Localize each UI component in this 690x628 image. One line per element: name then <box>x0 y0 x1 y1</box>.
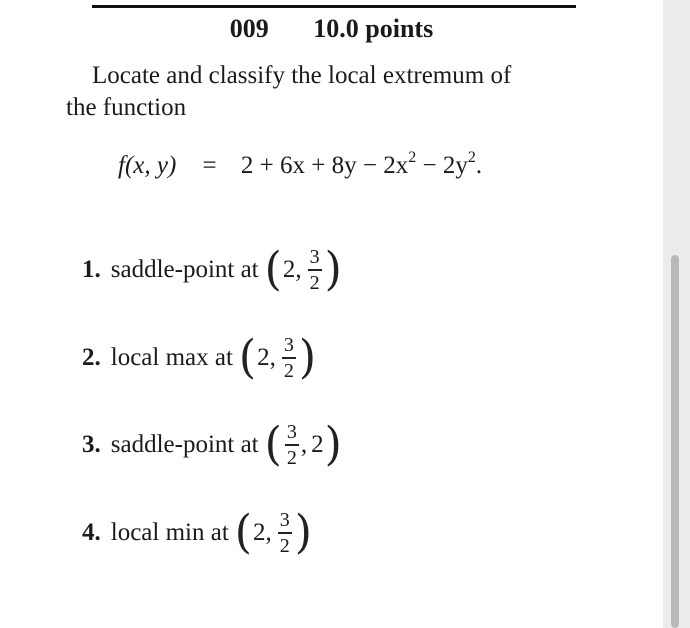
equation-exponent-2: 2 <box>467 149 476 166</box>
equation-rhs-middle: − 2y <box>416 152 468 179</box>
choice-text: saddle-point at <box>110 431 259 458</box>
open-paren: ( <box>234 505 252 560</box>
top-rule <box>92 5 576 8</box>
choice-number: 1. <box>82 256 101 283</box>
choice-point <box>256 335 299 381</box>
answer-choice-2[interactable] <box>82 327 316 389</box>
equation-equals: = <box>202 152 217 179</box>
choice-point <box>282 247 325 293</box>
fraction-bar <box>285 444 299 446</box>
fraction-numerator: 3 <box>279 509 290 532</box>
equation-rhs-before: 2 + 6x + 8y − 2x <box>240 152 409 179</box>
statement-line-1: Locate and classify the local extremum of <box>92 62 512 89</box>
open-paren: ( <box>264 417 282 472</box>
answer-choice-1[interactable] <box>82 239 342 301</box>
equation-rhs-end: . <box>475 152 483 179</box>
question-points: 10.0 points <box>313 14 434 43</box>
choice-point <box>252 510 295 556</box>
point-y-fraction <box>282 335 296 381</box>
point-comma: , <box>295 256 302 283</box>
fraction-bar <box>282 357 296 359</box>
point-comma: , <box>265 519 272 546</box>
fraction-numerator: 3 <box>283 334 294 357</box>
close-paren: ) <box>324 417 342 472</box>
scrollbar-thumb[interactable] <box>671 255 679 628</box>
point-comma: , <box>269 344 276 371</box>
fraction-denominator: 2 <box>286 446 297 469</box>
close-paren: ) <box>294 505 312 560</box>
fraction-numerator: 3 <box>309 246 320 269</box>
choice-number: 4. <box>82 519 101 546</box>
choice-point <box>282 422 325 468</box>
fraction-numerator: 3 <box>286 421 297 444</box>
point-x-fraction <box>285 422 299 468</box>
question-number: 009 <box>229 14 269 43</box>
point-y: 2 <box>311 431 324 458</box>
point-x: 2 <box>252 519 266 546</box>
question-statement <box>66 60 606 124</box>
choice-number: 3. <box>82 431 101 458</box>
close-paren: ) <box>324 242 342 297</box>
statement-line-2: the function <box>66 94 187 121</box>
close-paren: ) <box>298 330 317 385</box>
point-x: 2 <box>282 256 296 283</box>
point-y-fraction <box>278 510 292 556</box>
point-comma: , <box>300 431 308 458</box>
open-paren: ( <box>264 242 282 297</box>
equation-lhs: f(x, y) <box>118 152 177 179</box>
function-equation <box>118 149 483 180</box>
question-header <box>0 14 663 44</box>
answer-choice-3[interactable] <box>82 414 342 476</box>
fraction-bar <box>308 269 322 271</box>
fraction-denominator: 2 <box>279 534 290 557</box>
choice-number: 2. <box>82 344 101 371</box>
answer-choice-4[interactable] <box>82 502 312 564</box>
open-paren: ( <box>238 330 257 385</box>
fraction-denominator: 2 <box>283 359 294 382</box>
equation-exponent-1: 2 <box>408 149 417 166</box>
fraction-denominator: 2 <box>309 271 320 294</box>
fraction-bar <box>278 532 292 534</box>
point-y-fraction <box>308 247 322 293</box>
choice-text: local max at <box>110 344 233 371</box>
choice-text: local min at <box>110 519 229 546</box>
point-x: 2 <box>257 344 270 371</box>
choice-text: saddle-point at <box>110 256 259 283</box>
